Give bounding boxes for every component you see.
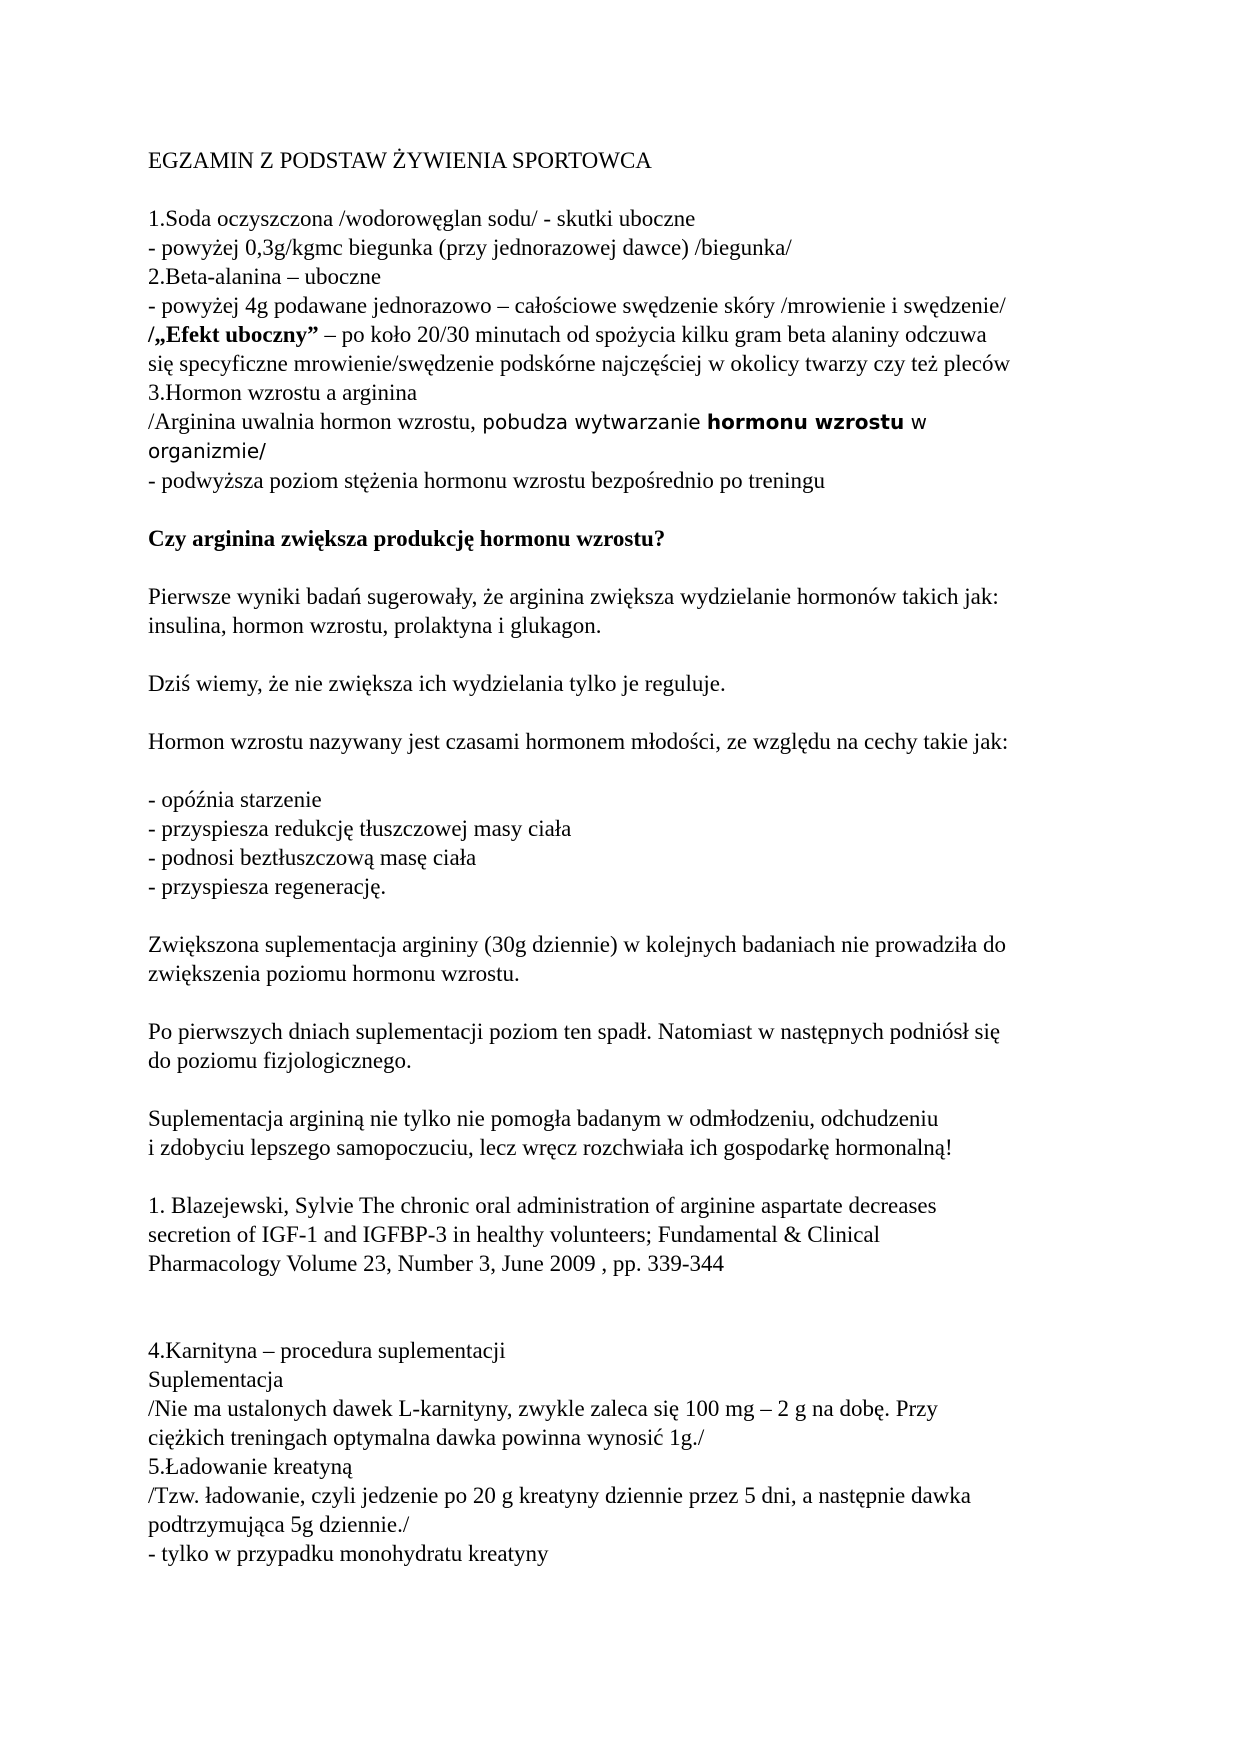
- document-body: [148, 146, 1108, 1568]
- spacer: [148, 175, 1108, 204]
- section3-line1-sans-end: w: [904, 410, 927, 434]
- spacer: [148, 756, 1108, 785]
- article-paragraph1-line1: Pierwsze wyniki badań sugerowały, że arginina zwiększa wydzielanie hormonów takich jak:: [148, 584, 999, 609]
- side-effect-label: /„Efekt uboczny”: [148, 322, 319, 347]
- section3-line1: [148, 407, 1108, 437]
- article-heading: Czy arginina zwiększa produkcję hormonu wzrostu?: [148, 526, 666, 551]
- spacer: [148, 640, 1108, 669]
- spacer: [148, 495, 1108, 524]
- section4-heading: 4.Karnityna – procedura suplementacji: [148, 1338, 506, 1363]
- list-item: - przyspiesza regenerację.: [148, 874, 387, 899]
- section3-line1-sans: pobudza wytwarzanie: [475, 410, 707, 434]
- section2-line2-text: – po koło 20/30 minutach od spożycia kilku gram beta alaniny odczuwa: [318, 322, 987, 347]
- section4-line2: ciężkich treningach optymalna dawka powinna wynosić 1g./: [148, 1425, 705, 1450]
- reference-line3: Pharmacology Volume 23, Number 3, June 2009 , pp. 339-344: [148, 1251, 725, 1276]
- spacer: [148, 553, 1108, 582]
- section4-line1: /Nie ma ustalonych dawek L-karnityny, zwykle zaleca się 100 mg – 2 g na dobę. Przy: [148, 1396, 938, 1421]
- section1-heading: 1.Soda oczyszczona /wodorowęglan sodu/ - skutki uboczne: [148, 206, 696, 231]
- section3-line3: - podwyższa poziom stężenia hormonu wzrostu bezpośrednio po treningu: [148, 468, 826, 493]
- section3-heading: 3.Hormon wzrostu a arginina: [148, 380, 418, 405]
- section2-line1: - powyżej 4g podawane jednorazowo – całościowe swędzenie skóry /mrowienie i swędzenie/: [148, 293, 1006, 318]
- article-paragraph4-line1: Zwiększona suplementacja argininy (30g dziennie) w kolejnych badaniach nie prowadziła do: [148, 932, 1006, 957]
- section5-line2: podtrzymująca 5g dziennie./: [148, 1512, 410, 1537]
- section3-line1-serif: /Arginina uwalnia hormon wzrostu,: [148, 409, 476, 434]
- spacer: [148, 1307, 1108, 1336]
- section5-line3: - tylko w przypadku monohydratu kreatyny: [148, 1541, 549, 1566]
- section5-heading: 5.Ładowanie kreatyną: [148, 1454, 353, 1479]
- article-paragraph5-line1: Po pierwszych dniach suplementacji poziom ten spadł. Natomiast w następnych podniósł się: [148, 1019, 1001, 1044]
- spacer: [148, 901, 1108, 930]
- article-paragraph2: Dziś wiemy, że nie zwiększa ich wydzielania tylko je reguluje.: [148, 671, 726, 696]
- section5-line1: /Tzw. ładowanie, czyli jedzenie po 20 g kreatyny dziennie przez 5 dni, a następnie dawka: [148, 1483, 971, 1508]
- spacer: [148, 1278, 1108, 1307]
- article-paragraph1-line2: insulina, hormon wzrostu, prolaktyna i glukagon.: [148, 613, 602, 638]
- spacer: [148, 1162, 1108, 1191]
- article-paragraph3: Hormon wzrostu nazywany jest czasami hormonem młodości, ze względu na cechy takie jak:: [148, 729, 1009, 754]
- section1-line: - powyżej 0,3g/kgmc biegunka (przy jednorazowej dawce) /biegunka/: [148, 235, 792, 260]
- section4-subheading: Suplementacja: [148, 1367, 284, 1392]
- spacer: [148, 1075, 1108, 1104]
- list-item: - przyspiesza redukcję tłuszczowej masy ciała: [148, 816, 572, 841]
- list-item: - podnosi beztłuszczową masę ciała: [148, 845, 477, 870]
- article-paragraph5-line2: do poziomu fizjologicznego.: [148, 1048, 412, 1073]
- section2-heading: 2.Beta-alanina – uboczne: [148, 264, 382, 289]
- section3-line2: organizmie/: [148, 439, 266, 463]
- document-title: EGZAMIN Z PODSTAW ŻYWIENIA SPORTOWCA: [148, 148, 652, 173]
- list-item: - opóźnia starzenie: [148, 787, 322, 812]
- section3-line1-sans-bold: hormonu wzrostu: [706, 410, 905, 434]
- article-paragraph4-line2: zwiększenia poziomu hormonu wzrostu.: [148, 961, 520, 986]
- section2-line3: się specyficzne mrowienie/swędzenie podskórne najczęściej w okolicy twarzy czy też pleców: [148, 351, 1011, 376]
- spacer: [148, 698, 1108, 727]
- reference-line1: 1. Blazejewski, Sylvie The chronic oral administration of arginine aspartate decreases: [148, 1193, 937, 1218]
- section2-line2: [148, 320, 1108, 349]
- article-paragraph6-line1: Suplementacja argininą nie tylko nie pomogła badanym w odmłodzeniu, odchudzeniu: [148, 1106, 939, 1131]
- article-paragraph6-line2: i zdobyciu lepszego samopoczuciu, lecz wręcz rozchwiała ich gospodarkę hormonalną!: [148, 1135, 953, 1160]
- spacer: [148, 988, 1108, 1017]
- reference-line2: secretion of IGF-1 and IGFBP-3 in healthy volunteers; Fundamental & Clinical: [148, 1222, 881, 1247]
